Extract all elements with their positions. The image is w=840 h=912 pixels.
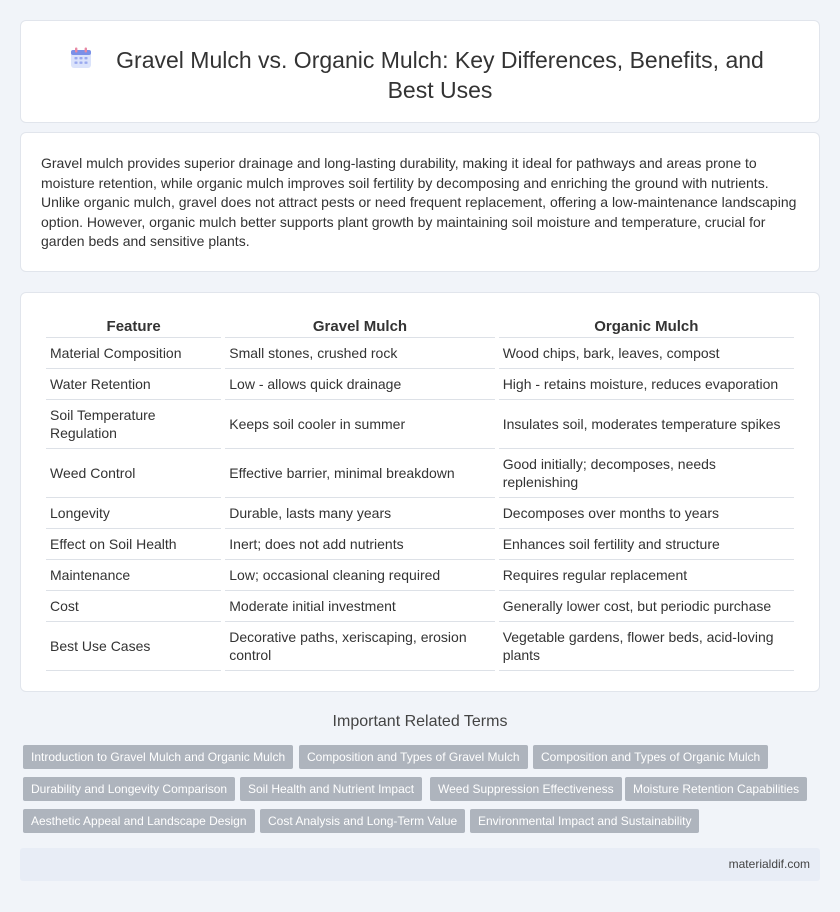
table-row xyxy=(46,591,794,622)
related-term-tag[interactable]: Environmental Impact and Sustainability xyxy=(470,809,699,833)
cell-gravel: Effective barrier, minimal breakdown xyxy=(225,449,494,498)
cell-gravel: Durable, lasts many years xyxy=(225,498,494,529)
cell-gravel: Low - allows quick drainage xyxy=(225,369,494,400)
cell-feature: Maintenance xyxy=(46,560,221,591)
cell-feature: Soil Temperature Regulation xyxy=(46,400,221,449)
table-row xyxy=(46,338,794,369)
cell-feature: Cost xyxy=(46,591,221,622)
cell-feature: Water Retention xyxy=(46,369,221,400)
related-term-tag[interactable]: Soil Health and Nutrient Impact xyxy=(240,777,422,801)
related-term-tag[interactable]: Composition and Types of Gravel Mulch xyxy=(299,745,528,769)
comparison-card xyxy=(20,292,820,692)
cell-feature: Effect on Soil Health xyxy=(46,529,221,560)
related-term-tag[interactable]: Aesthetic Appeal and Landscape Design xyxy=(23,809,255,833)
cell-organic: Enhances soil fertility and structure xyxy=(499,529,794,560)
cell-organic: Wood chips, bark, leaves, compost xyxy=(499,338,794,369)
table-row xyxy=(46,369,794,400)
table-row xyxy=(46,449,794,498)
cell-gravel: Keeps soil cooler in summer xyxy=(225,400,494,449)
cell-organic: Decomposes over months to years xyxy=(499,498,794,529)
related-term-tag[interactable]: Durability and Longevity Comparison xyxy=(23,777,235,801)
table-row xyxy=(46,560,794,591)
table-row xyxy=(46,622,794,671)
cell-organic: Good initially; decomposes, needs replenishing xyxy=(499,449,794,498)
cell-gravel: Low; occasional cleaning required xyxy=(225,560,494,591)
footer xyxy=(20,848,820,881)
cell-organic: Insulates soil, moderates temperature spikes xyxy=(499,400,794,449)
cell-gravel: Inert; does not add nutrients xyxy=(225,529,494,560)
comparison-table xyxy=(42,315,798,671)
table-row xyxy=(46,400,794,449)
table-row xyxy=(46,498,794,529)
cell-feature: Longevity xyxy=(46,498,221,529)
related-term-tag[interactable]: Introduction to Gravel Mulch and Organic Mulch xyxy=(23,745,293,769)
cell-gravel: Small stones, crushed rock xyxy=(225,338,494,369)
cell-organic: Generally lower cost, but periodic purchase xyxy=(499,591,794,622)
intro-paragraph: Gravel mulch provides superior drainage and long-lasting durability, making it ideal for pathways and areas prone to moisture retention, while organic mulch improves soil fertility by decomposing and enriching the ground with nutrients. Unlike organic mulch, gravel does not attract pests or need frequent replacement, offering a low-maintenance landscaping option. However, organic mulch better supports plant growth by maintaining soil moisture and temperature, crucial for garden beds and sensitive plants. xyxy=(41,155,797,250)
cell-feature: Weed Control xyxy=(46,449,221,498)
table-row xyxy=(46,529,794,560)
cell-organic: Requires regular replacement xyxy=(499,560,794,591)
related-term-tag[interactable]: Composition and Types of Organic Mulch xyxy=(533,745,768,769)
cell-organic: High - retains moisture, reduces evaporation xyxy=(499,369,794,400)
related-terms-heading: Important Related Terms xyxy=(332,713,508,730)
header-gravel: Gravel Mulch xyxy=(225,315,494,338)
header-feature: Feature xyxy=(46,315,221,338)
related-term-tag[interactable]: Moisture Retention Capabilities xyxy=(625,777,807,801)
cell-organic: Vegetable gardens, flower beds, acid-loving plants xyxy=(499,622,794,671)
intro-card xyxy=(20,132,820,272)
cell-gravel: Moderate initial investment xyxy=(225,591,494,622)
related-term-tag[interactable]: Weed Suppression Effectiveness xyxy=(430,777,622,801)
page-title: Gravel Mulch vs. Organic Mulch: Key Differences, Benefits, and Best Uses xyxy=(116,47,764,103)
footer-site[interactable]: materialdif.com xyxy=(728,857,810,871)
cell-gravel: Decorative paths, xeriscaping, erosion control xyxy=(225,622,494,671)
title-card xyxy=(20,20,820,123)
cell-feature: Material Composition xyxy=(46,338,221,369)
cell-feature: Best Use Cases xyxy=(46,622,221,671)
header-organic: Organic Mulch xyxy=(499,315,794,338)
table-header-row xyxy=(46,315,794,338)
related-term-tag[interactable]: Cost Analysis and Long-Term Value xyxy=(260,809,465,833)
